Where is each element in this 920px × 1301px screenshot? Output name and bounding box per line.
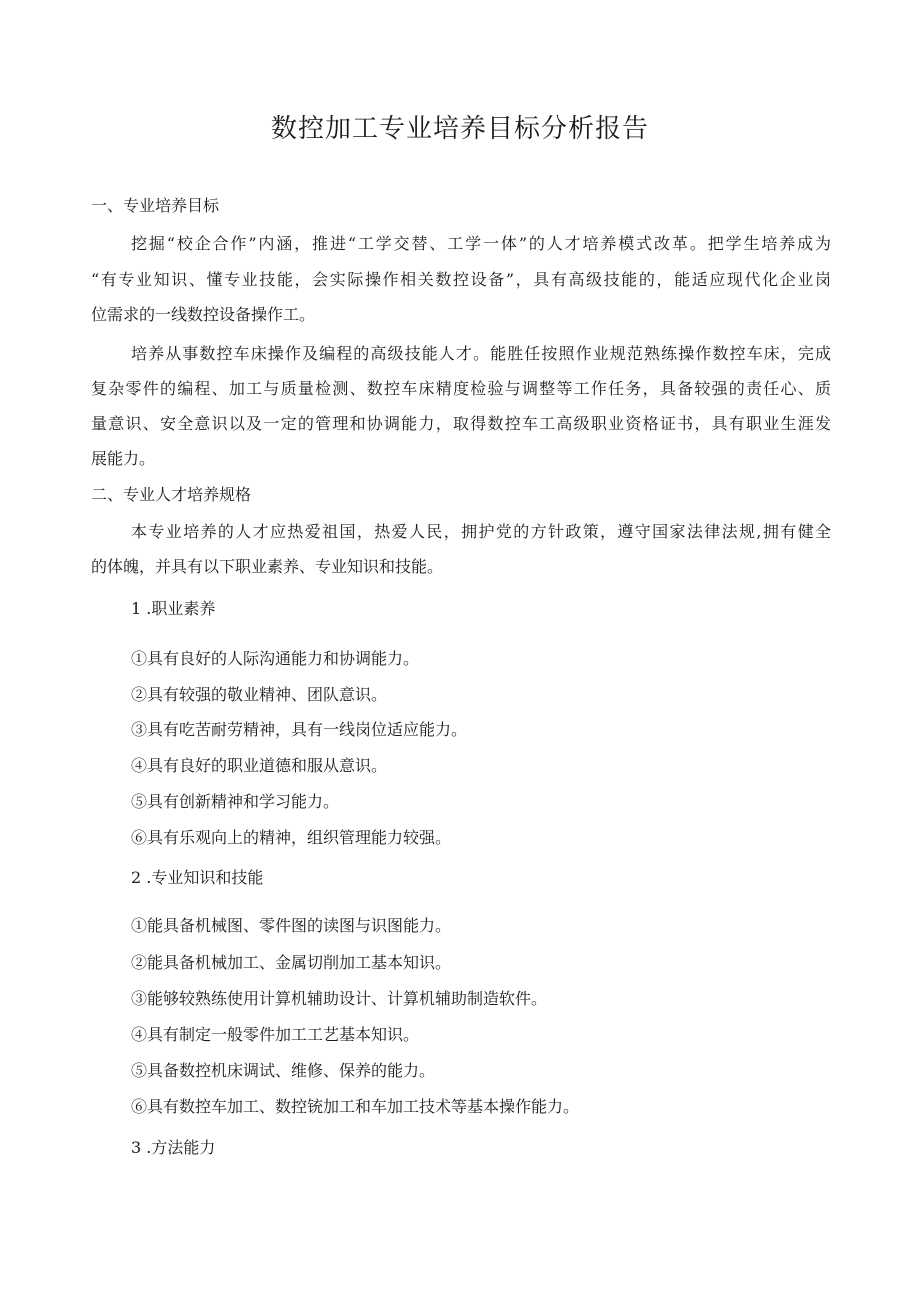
paragraph-line: 展能力。	[91, 449, 156, 468]
paragraph-line: 量意识、安全意识以及一定的管理和协调能力，取得数控车工高级职业资格证书，具有职业生涯发	[91, 414, 831, 433]
list-item: ④具有良好的职业道德和服从意识。	[131, 756, 388, 775]
list-item: ③能够较熟练使用计算机辅助设计、计算机辅助制造软件。	[131, 989, 548, 1008]
subsection-heading-method-ability: 3 .方法能力	[131, 1138, 216, 1157]
paragraph-line: 复杂零件的编程、加工与质量检测、数控车床精度检验与调整等工作任务，具备较强的责任心、质	[91, 379, 831, 398]
paragraph-line: 本专业培养的人才应热爱祖国，热爱人民，拥护党的方针政策，遵守国家法律法规,拥有健全	[131, 522, 831, 541]
paragraph-line: 挖掘“校企合作”内涵，推进“工学交替、工学一体”的人才培养模式改革。把学生培养成为	[131, 234, 831, 253]
paragraph-line: 位需求的一线数控设备操作工。	[91, 305, 316, 324]
list-item: ①能具备机械图、零件图的读图与识图能力。	[131, 916, 452, 935]
list-item: ⑤具有创新精神和学习能力。	[131, 792, 340, 811]
document-title: 数控加工专业培养目标分析报告	[270, 114, 649, 144]
list-item: ⑤具备数控机床调试、维修、保养的能力。	[131, 1061, 436, 1080]
section-heading-goals: 一、专业培养目标	[91, 196, 220, 215]
section-heading-specs: 二、专业人才培养规格	[91, 485, 252, 504]
list-item: ④具有制定一般零件加工工艺基本知识。	[131, 1025, 420, 1044]
paragraph-line: 培养从事数控车床操作及编程的高级技能人才。能胜任按照作业规范熟练操作数控车床，完成	[131, 344, 831, 363]
list-item: ②能具备机械加工、金属切削加工基本知识。	[131, 953, 452, 972]
list-item: ③具有吃苦耐劳精神，具有一线岗位适应能力。	[131, 720, 468, 739]
paragraph-line: 的体魄，并具有以下职业素养、专业知识和技能。	[91, 557, 444, 576]
list-item: ①具有良好的人际沟通能力和协调能力。	[131, 649, 420, 668]
paragraph-line: “有专业知识、懂专业技能，会实际操作相关数控设备”，具有高级技能的，能适应现代化企业岗	[91, 270, 831, 289]
subsection-heading-professionalism: 1 .职业素养	[131, 599, 216, 618]
list-item: ⑥具有乐观向上的精神，组织管理能力较强。	[131, 828, 452, 847]
list-item: ⑥具有数控车加工、数控铳加工和车加工技术等基本操作能力。	[131, 1097, 580, 1116]
subsection-heading-knowledge-skills: 2 .专业知识和技能	[131, 868, 264, 887]
list-item: ②具有较强的敬业精神、团队意识。	[131, 685, 388, 704]
